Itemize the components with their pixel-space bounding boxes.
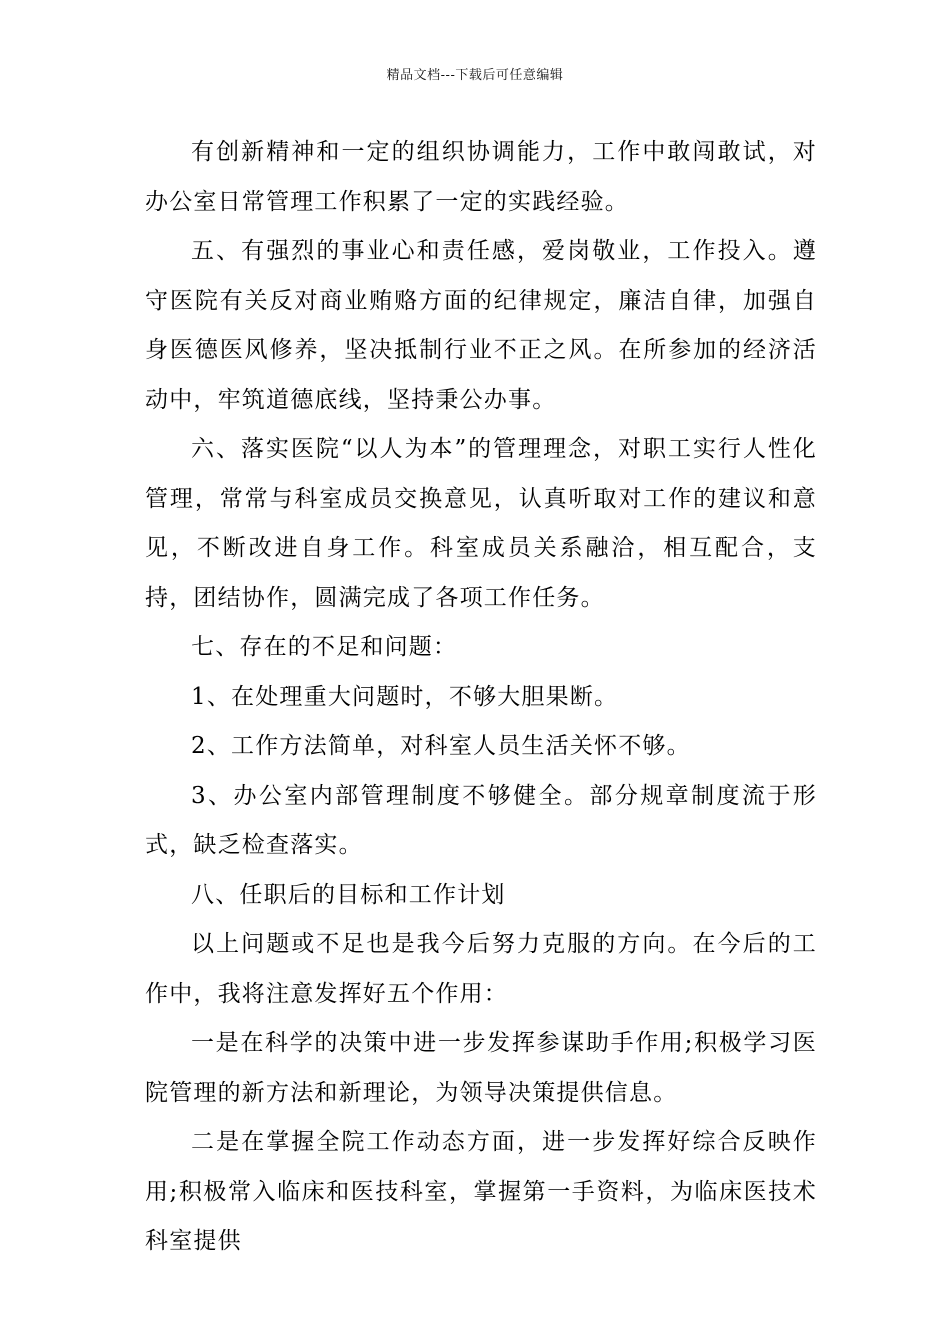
list-item-1: 1、在处理重大问题时，不够大胆果断。	[191, 683, 619, 710]
document-body	[145, 128, 817, 1267]
paragraph-section-5: 五、有强烈的事业心和责任感，爱岗敬业，工作投入。遵守医院有关反对商业贿赂方面的纪律规定，廉洁自律，加强自身医德医风修养，坚决抵制行业不正之风。在所参加的经济活动中，牢筑道德底线，坚持秉公办事。	[145, 238, 817, 413]
paragraph-plan-intro: 以上问题或不足也是我今后努力克服的方向。在今后的工作中，我将注意发挥好五个作用：	[145, 931, 817, 1007]
paragraph-role-2: 二是在掌握全院工作动态方面，进一步发挥好综合反映作用;积极常入临床和医技科室，掌握第一手资料，为临床医技术科室提供	[145, 1129, 817, 1254]
paragraph-section-6: 六、落实医院“以人为本”的管理理念，对职工实行人性化管理，常常与科室成员交换意见，认真听取对工作的建议和意见，不断改进自身工作。科室成员关系融洽，相互配合，支持，团结协作，圆满完成了各项工作任务。	[145, 436, 817, 611]
paragraph-role-1: 一是在科学的决策中进一步发挥参谋助手作用;积极学习医院管理的新方法和新理论，为领导决策提供信息。	[145, 1030, 817, 1106]
list-item-3: 3、办公室内部管理制度不够健全。部分规章制度流于形式，缺乏检查落实。	[145, 782, 817, 858]
paragraph-continuation: 有创新精神和一定的组织协调能力，工作中敢闯敢试，对办公室日常管理工作积累了一定的实践经验。	[145, 139, 817, 215]
heading-section-8: 八、任职后的目标和工作计划	[191, 881, 506, 908]
list-item-2: 2、工作方法简单，对科室人员生活关怀不够。	[191, 733, 691, 759]
page-header: 精品文档---下载后可任意编辑	[386, 68, 564, 83]
heading-section-7: 七、存在的不足和问题：	[191, 634, 458, 660]
